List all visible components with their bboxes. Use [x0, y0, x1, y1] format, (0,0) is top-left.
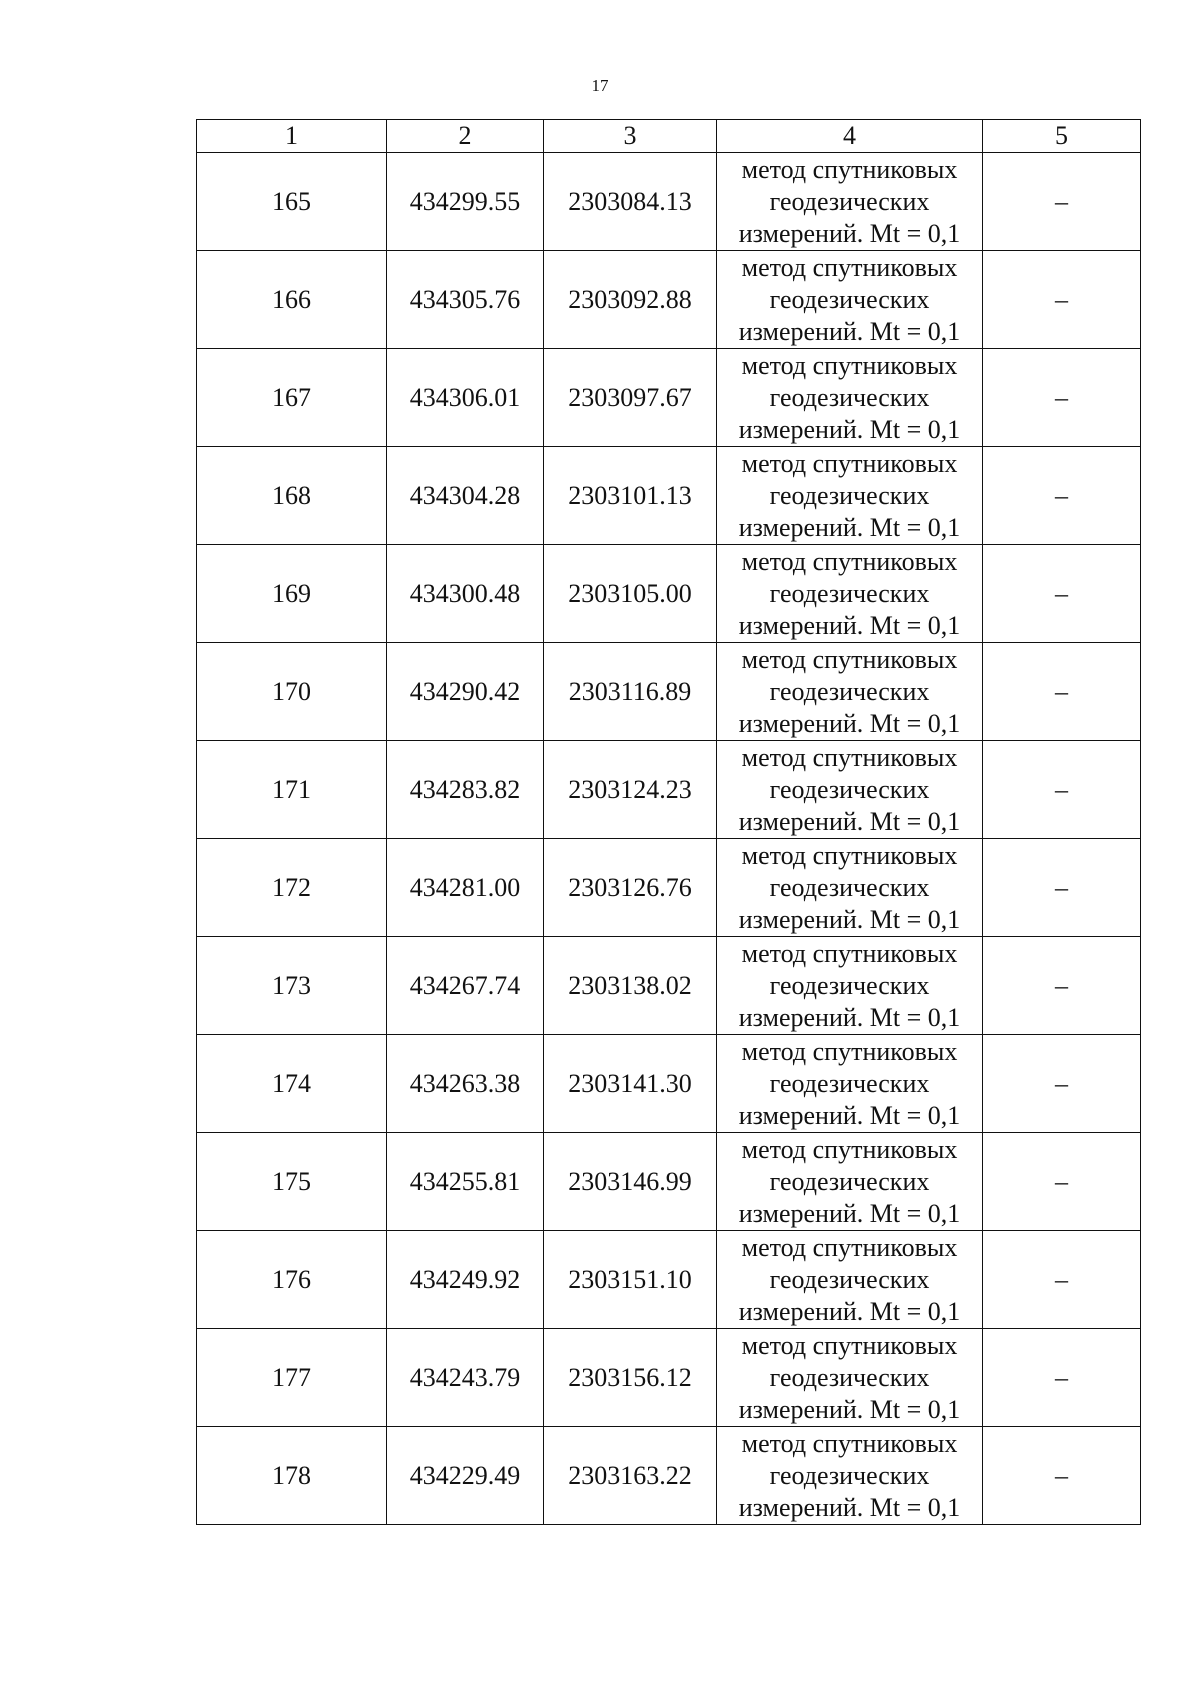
point-number-cell: 170 — [197, 643, 387, 741]
method-cell — [717, 1133, 983, 1231]
table-row — [197, 447, 1141, 545]
point-number-cell: 167 — [197, 349, 387, 447]
note-cell: – — [983, 741, 1141, 839]
method-line: метод спутниковых — [741, 1428, 958, 1458]
table-row — [197, 1231, 1141, 1329]
method-line: метод спутниковых — [741, 1134, 958, 1164]
point-number-cell: 177 — [197, 1329, 387, 1427]
method-line: измерений. Mt = 0,1 — [738, 1002, 961, 1032]
method-line: геодезических — [769, 1362, 930, 1392]
method-line: геодезических — [769, 1166, 930, 1196]
x-coordinate-cell: 434290.42 — [387, 643, 544, 741]
point-number-cell: 165 — [197, 153, 387, 251]
method-line: геодезических — [769, 186, 930, 216]
x-coordinate-cell: 434306.01 — [387, 349, 544, 447]
table-row — [197, 937, 1141, 1035]
column-header-1: 1 — [197, 120, 387, 153]
table-row — [197, 741, 1141, 839]
note-cell: – — [983, 1231, 1141, 1329]
point-number-cell: 178 — [197, 1427, 387, 1525]
note-cell: – — [983, 937, 1141, 1035]
method-line: метод спутниковых — [741, 1232, 958, 1262]
method-cell — [717, 349, 983, 447]
method-line: измерений. Mt = 0,1 — [738, 708, 961, 738]
note-cell: – — [983, 1035, 1141, 1133]
note-cell: – — [983, 643, 1141, 741]
method-cell — [717, 1329, 983, 1427]
method-line: геодезических — [769, 676, 930, 706]
table-body — [197, 153, 1141, 1525]
y-coordinate-cell: 2303101.13 — [544, 447, 717, 545]
point-number-cell: 169 — [197, 545, 387, 643]
method-line: измерений. Mt = 0,1 — [738, 1492, 961, 1522]
method-cell — [717, 545, 983, 643]
method-line: метод спутниковых — [741, 546, 958, 576]
method-line: метод спутниковых — [741, 350, 958, 380]
note-cell: – — [983, 1329, 1141, 1427]
point-number-cell: 171 — [197, 741, 387, 839]
table-row — [197, 545, 1141, 643]
method-cell — [717, 1231, 983, 1329]
method-line: геодезических — [769, 1264, 930, 1294]
y-coordinate-cell: 2303084.13 — [544, 153, 717, 251]
table-header — [197, 120, 1141, 153]
method-line: геодезических — [769, 1068, 930, 1098]
method-line: измерений. Mt = 0,1 — [738, 1394, 961, 1424]
x-coordinate-cell: 434283.82 — [387, 741, 544, 839]
method-line: геодезических — [769, 382, 930, 412]
page-number: 17 — [591, 76, 609, 95]
y-coordinate-cell: 2303138.02 — [544, 937, 717, 1035]
method-line: геодезических — [769, 774, 930, 804]
column-header-4: 4 — [717, 120, 983, 153]
method-line: измерений. Mt = 0,1 — [738, 218, 961, 248]
y-coordinate-cell: 2303151.10 — [544, 1231, 717, 1329]
method-cell — [717, 839, 983, 937]
method-cell — [717, 1035, 983, 1133]
x-coordinate-cell: 434263.38 — [387, 1035, 544, 1133]
table-row — [197, 251, 1141, 349]
point-number-cell: 174 — [197, 1035, 387, 1133]
method-line: геодезических — [769, 872, 930, 902]
table-row — [197, 1133, 1141, 1231]
method-cell — [717, 741, 983, 839]
x-coordinate-cell: 434300.48 — [387, 545, 544, 643]
note-cell: – — [983, 839, 1141, 937]
coordinates-table — [196, 119, 1141, 1525]
table-row — [197, 1329, 1141, 1427]
method-line: метод спутниковых — [741, 252, 958, 282]
y-coordinate-cell: 2303156.12 — [544, 1329, 717, 1427]
method-cell — [717, 153, 983, 251]
method-line: геодезических — [769, 1460, 930, 1490]
x-coordinate-cell: 434299.55 — [387, 153, 544, 251]
point-number-cell: 172 — [197, 839, 387, 937]
method-line: измерений. Mt = 0,1 — [738, 316, 961, 346]
y-coordinate-cell: 2303116.89 — [544, 643, 717, 741]
x-coordinate-cell: 434229.49 — [387, 1427, 544, 1525]
method-line: метод спутниковых — [741, 840, 958, 870]
point-number-cell: 176 — [197, 1231, 387, 1329]
method-line: геодезических — [769, 578, 930, 608]
note-cell: – — [983, 1133, 1141, 1231]
y-coordinate-cell: 2303124.23 — [544, 741, 717, 839]
table-row — [197, 839, 1141, 937]
point-number-cell: 175 — [197, 1133, 387, 1231]
point-number-cell: 168 — [197, 447, 387, 545]
method-line: метод спутниковых — [741, 1330, 958, 1360]
y-coordinate-cell: 2303141.30 — [544, 1035, 717, 1133]
x-coordinate-cell: 434243.79 — [387, 1329, 544, 1427]
y-coordinate-cell: 2303126.76 — [544, 839, 717, 937]
note-cell: – — [983, 349, 1141, 447]
method-cell — [717, 251, 983, 349]
note-cell: – — [983, 153, 1141, 251]
method-line: метод спутниковых — [741, 1036, 958, 1066]
column-header-5: 5 — [983, 120, 1141, 153]
note-cell: – — [983, 251, 1141, 349]
note-cell: – — [983, 1427, 1141, 1525]
header-row — [197, 120, 1141, 153]
x-coordinate-cell: 434305.76 — [387, 251, 544, 349]
method-line: измерений. Mt = 0,1 — [738, 1100, 961, 1130]
table-row — [197, 153, 1141, 251]
method-line: метод спутниковых — [741, 938, 958, 968]
table-row — [197, 1427, 1141, 1525]
column-header-2: 2 — [387, 120, 544, 153]
method-line: геодезических — [769, 970, 930, 1000]
method-cell — [717, 1427, 983, 1525]
method-line: измерений. Mt = 0,1 — [738, 1198, 961, 1228]
x-coordinate-cell: 434249.92 — [387, 1231, 544, 1329]
y-coordinate-cell: 2303146.99 — [544, 1133, 717, 1231]
y-coordinate-cell: 2303163.22 — [544, 1427, 717, 1525]
column-header-3: 3 — [544, 120, 717, 153]
method-line: метод спутниковых — [741, 448, 958, 478]
method-cell — [717, 447, 983, 545]
method-line: метод спутниковых — [741, 644, 958, 674]
table-row — [197, 643, 1141, 741]
point-number-cell: 166 — [197, 251, 387, 349]
method-line: измерений. Mt = 0,1 — [738, 610, 961, 640]
point-number-cell: 173 — [197, 937, 387, 1035]
method-line: геодезических — [769, 284, 930, 314]
y-coordinate-cell: 2303092.88 — [544, 251, 717, 349]
method-line: измерений. Mt = 0,1 — [738, 806, 961, 836]
method-cell — [717, 937, 983, 1035]
table-row — [197, 349, 1141, 447]
table-row — [197, 1035, 1141, 1133]
note-cell: – — [983, 447, 1141, 545]
x-coordinate-cell: 434281.00 — [387, 839, 544, 937]
method-line: измерений. Mt = 0,1 — [738, 414, 961, 444]
x-coordinate-cell: 434255.81 — [387, 1133, 544, 1231]
method-line: метод спутниковых — [741, 742, 958, 772]
method-line: измерений. Mt = 0,1 — [738, 904, 961, 934]
x-coordinate-cell: 434304.28 — [387, 447, 544, 545]
method-line: измерений. Mt = 0,1 — [738, 1296, 961, 1326]
method-cell — [717, 643, 983, 741]
method-line: геодезических — [769, 480, 930, 510]
method-line: метод спутниковых — [741, 154, 958, 184]
y-coordinate-cell: 2303097.67 — [544, 349, 717, 447]
method-line: измерений. Mt = 0,1 — [738, 512, 961, 542]
y-coordinate-cell: 2303105.00 — [544, 545, 717, 643]
x-coordinate-cell: 434267.74 — [387, 937, 544, 1035]
note-cell: – — [983, 545, 1141, 643]
